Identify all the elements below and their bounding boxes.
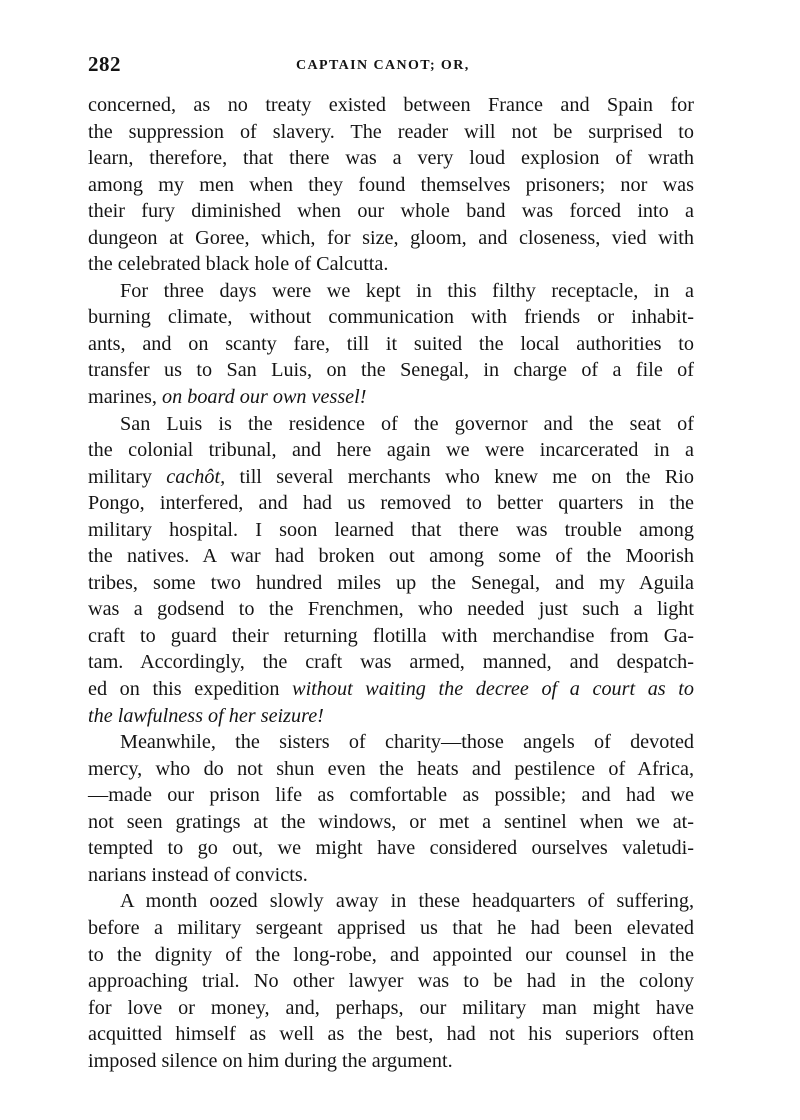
text-segment: the celebrated black hole of Calcutta. [88, 253, 389, 276]
text-segment: transfer us to San Luis, on the Senegal, in charge of a file of [88, 359, 694, 382]
text-segment: military [88, 465, 167, 488]
text-line [88, 119, 694, 146]
text-segment: ants, and on scanty fare, till it suited the local authorities to [88, 332, 694, 355]
text-line [88, 623, 694, 650]
text-line [88, 145, 694, 172]
text-line [88, 995, 694, 1022]
text-segment: A month oozed slowly away in these headquarters of suffering, [120, 890, 694, 913]
text-segment: imposed silence on him during the argument. [88, 1049, 453, 1072]
text-segment: Meanwhile, the sisters of charity—those angels of devoted [120, 731, 694, 754]
text-line [88, 357, 694, 384]
text-line [88, 92, 694, 119]
text-segment: learn, therefore, that there was a very loud explosion of wrath [88, 147, 694, 170]
text-line [88, 543, 694, 570]
text-segment: concerned, as no treaty existed between France and Spain for [88, 94, 694, 116]
text-line [88, 384, 694, 411]
text-segment: craft to guard their returning flotilla with merchandise from Ga- [88, 624, 694, 647]
text-line [88, 198, 694, 225]
text-segment: dungeon at Goree, which, for size, gloom, and closeness, vied with [88, 226, 694, 249]
text-line [88, 782, 694, 809]
text-segment: Pongo, interfered, and had us removed to better quarters in the [88, 492, 694, 515]
text-segment: the colonial tribunal, and here again we were incarcerated in a [88, 439, 694, 462]
running-head: CAPTAIN CANOT; OR, [296, 58, 470, 73]
text-segment: burning climate, without communication with friends or inhabit- [88, 306, 694, 329]
text-segment: military hospital. I soon learned that there was trouble among [88, 518, 694, 541]
text-line [88, 888, 694, 915]
text-line [88, 915, 694, 942]
text-segment: before a military sergeant apprised us that he had been elevated [88, 916, 694, 939]
text-segment: —made our prison life as comfortable as possible; and had we [88, 784, 694, 807]
text-line [88, 490, 694, 517]
text-line [88, 968, 694, 995]
text-line [88, 729, 694, 756]
text-segment: mercy, who do not shun even the heats and pestilence of Africa, [88, 757, 694, 780]
text-segment: for love or money, and, perhaps, our military man might have [88, 996, 694, 1019]
text-segment: to the dignity of the long-robe, and appointed our counsel in the [88, 943, 694, 966]
text-line [88, 331, 694, 358]
text-segment: tam. Accordingly, the craft was armed, manned, and despatch- [88, 651, 694, 674]
text-line [88, 649, 694, 676]
text-line [88, 304, 694, 331]
text-segment: marines, [88, 386, 162, 409]
text-line [88, 862, 694, 889]
text-segment: For three days were we kept in this filthy receptacle, in a [120, 279, 694, 302]
text-segment: the suppression of slavery. The reader will not be surprised to [88, 120, 694, 143]
text-segment: approaching trial. No other lawyer was to be had in the colony [88, 970, 694, 993]
text-segment: was a godsend to the Frenchmen, who needed just such a light [88, 598, 694, 621]
text-line [88, 835, 694, 862]
text-line [88, 437, 694, 464]
text-segment: narians instead of convicts. [88, 863, 308, 886]
text-segment: acquitted himself as well as the best, had not his superiors often [88, 1023, 694, 1046]
text-line [88, 172, 694, 199]
text-segment: their fury diminished when our whole band was forced into a [88, 200, 694, 223]
text-line [88, 942, 694, 969]
text-line [88, 411, 694, 438]
text-segment: among my men when they found themselves prisoners; nor was [88, 173, 694, 196]
text-line [88, 464, 694, 491]
text-line [88, 1021, 694, 1048]
italic-text-segment: cachôt, [166, 465, 226, 488]
text-line [88, 278, 694, 305]
text-segment: ed on this expedition [88, 678, 293, 701]
text-segment: not seen gratings at the windows, or met a sentinel when we at- [88, 810, 694, 833]
text-line [88, 756, 694, 783]
text-line [88, 225, 694, 252]
text-line [88, 703, 694, 730]
text-line [88, 1048, 694, 1075]
text-line [88, 676, 694, 703]
text-line [88, 251, 694, 278]
italic-text-segment: without waiting the decree of a court as to [292, 678, 694, 701]
text-line [88, 809, 694, 836]
text-line [88, 570, 694, 597]
text-line [88, 517, 694, 544]
page-header [88, 52, 688, 82]
text-line [88, 596, 694, 623]
body-text [88, 92, 694, 1074]
text-segment: the natives. A war had broken out among some of the Moorish [88, 545, 694, 568]
italic-text-segment: on board our own vessel! [162, 386, 367, 409]
text-segment: tribes, some two hundred miles up the Senegal, and my Aguila [88, 571, 694, 594]
page-number: 282 [88, 52, 121, 76]
text-segment: tempted to go out, we might have considered ourselves valetudi- [88, 837, 694, 860]
text-segment: till several merchants who knew me on the Rio [225, 465, 694, 488]
italic-text-segment: the lawfulness of her seizure! [88, 704, 324, 727]
text-segment: San Luis is the residence of the governor and the seat of [120, 412, 694, 435]
